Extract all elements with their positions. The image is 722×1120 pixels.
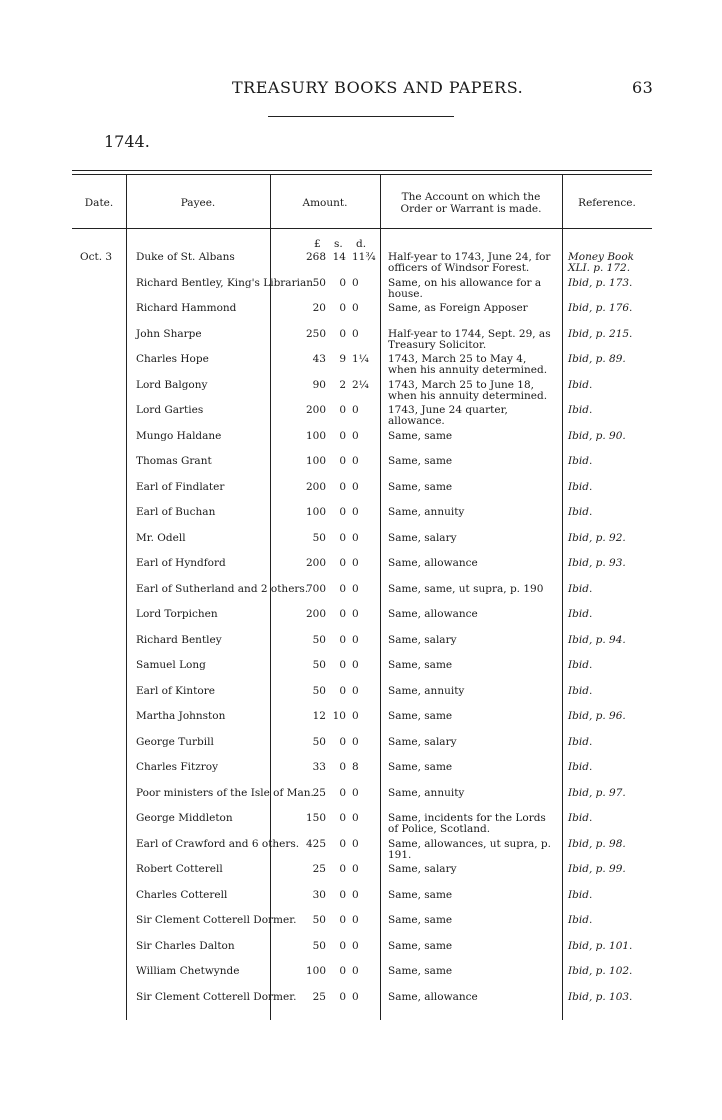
table-row — [72, 456, 652, 482]
cell-reference: Ibid. — [568, 914, 593, 926]
cell-reference: Money Book XLI. p. 172. — [568, 251, 635, 274]
cell-shillings: 0 — [339, 761, 346, 773]
cell-shillings: 0 — [339, 276, 346, 289]
cell-payee: Samuel Long — [136, 659, 206, 671]
cell-pence: 0 — [352, 863, 359, 875]
table-row — [72, 915, 652, 941]
table-row — [72, 252, 652, 278]
cell-account: Same, same — [388, 914, 453, 926]
cell-account: Same, same — [388, 761, 453, 773]
cell-pence: 0 — [352, 608, 359, 620]
header-payee: Payee. — [180, 196, 216, 209]
table-body — [72, 252, 652, 1017]
cell-account: Same, salary — [388, 531, 457, 544]
cell-account: Same, on his allowance for a house. — [388, 276, 542, 300]
page-number: 63 — [632, 78, 654, 97]
cell-reference: Ibid, p. 97. — [568, 786, 626, 799]
cell-shillings: 0 — [339, 404, 346, 416]
cell-pounds: 268 — [305, 251, 326, 263]
cell-reference: Ibid, p. 93. — [568, 557, 626, 569]
cell-account: Same, same — [388, 429, 453, 442]
cell-payee: Poor ministers of the Isle of Man. — [136, 786, 314, 799]
cell-shillings: 0 — [339, 659, 346, 671]
table-row — [72, 584, 652, 610]
cell-reference: Ibid, p. 99. — [568, 863, 626, 875]
table-row — [72, 635, 652, 661]
header-amount: Amount. — [302, 196, 348, 209]
cell-pounds: 50 — [312, 735, 326, 748]
cell-reference: Ibid, p. 89. — [568, 353, 626, 365]
cell-pounds: 100 — [305, 429, 326, 442]
cell-reference: Ibid, p. 103. — [568, 990, 633, 1003]
cell-pence: 0 — [352, 455, 359, 467]
cell-shillings: 0 — [339, 327, 346, 340]
cell-pence: 0 — [352, 888, 359, 901]
cell-shillings: 0 — [339, 531, 346, 544]
cell-account: Same, allowance — [388, 990, 478, 1003]
cell-account: Same, same — [388, 455, 453, 467]
cell-reference: Ibid, p. 90. — [568, 429, 626, 442]
cell-pence: 0 — [352, 327, 359, 340]
cell-reference: Ibid, p. 102. — [568, 965, 633, 977]
cell-shillings: 9 — [339, 353, 346, 365]
table-row — [72, 864, 652, 890]
cell-shillings: 0 — [339, 582, 346, 595]
unit-pounds: £ — [314, 238, 321, 250]
cell-pence: 0 — [352, 276, 359, 289]
payments-table — [72, 170, 652, 1020]
cell-shillings: 0 — [339, 786, 346, 799]
table-row — [72, 813, 652, 839]
cell-payee: Charles Cotterell — [136, 888, 228, 901]
cell-pence: 2¼ — [352, 378, 369, 391]
cell-payee: Martha Johnston — [136, 710, 226, 722]
cell-payee: Richard Hammond — [136, 302, 237, 314]
cell-pounds: 50 — [312, 939, 326, 952]
cell-reference: Ibid. — [568, 812, 593, 824]
cell-payee: Charles Fitzroy — [136, 761, 219, 773]
table-row — [72, 405, 652, 431]
cell-pence: 0 — [352, 837, 359, 850]
cell-payee: Thomas Grant — [136, 455, 212, 467]
cell-reference: Ibid, p. 173. — [568, 276, 633, 289]
cell-shillings: 0 — [339, 480, 346, 493]
cell-payee: Earl of Buchan — [136, 506, 216, 518]
cell-pounds: 100 — [305, 455, 326, 467]
table-top-rule-inner — [72, 174, 652, 175]
cell-account: Same, salary — [388, 633, 457, 646]
cell-payee: George Middleton — [136, 812, 233, 824]
cell-payee: Earl of Crawford and 6 others. — [136, 837, 300, 850]
cell-payee: William Chetwynde — [136, 965, 240, 977]
cell-pounds: 33 — [312, 761, 326, 773]
table-row — [72, 660, 652, 686]
cell-account: Same, same — [388, 480, 453, 493]
cell-account: Same, same — [388, 888, 453, 901]
cell-account: Same, incidents for the Lords of Police, Scotland. — [388, 812, 546, 835]
cell-reference: Ibid. — [568, 582, 593, 595]
cell-shillings: 14 — [332, 251, 346, 263]
cell-reference: Ibid, p. 94. — [568, 633, 626, 646]
cell-payee: Earl of Kintore — [136, 684, 215, 697]
cell-payee: Earl of Findlater — [136, 480, 225, 493]
cell-reference: Ibid, p. 92. — [568, 531, 626, 544]
cell-pounds: 25 — [312, 786, 326, 799]
cell-pence: 0 — [352, 735, 359, 748]
cell-pence: 0 — [352, 786, 359, 799]
cell-pounds: 12 — [312, 710, 326, 722]
table-row — [72, 354, 652, 380]
cell-shillings: 0 — [339, 455, 346, 467]
cell-reference: Ibid, p. 96. — [568, 710, 626, 722]
table-row — [72, 533, 652, 559]
year-heading: 1744. — [104, 132, 150, 151]
cell-payee: George Turbill — [136, 735, 214, 748]
cell-payee: Lord Garties — [136, 404, 204, 416]
cell-payee: Mr. Odell — [136, 531, 186, 544]
cell-pounds: 150 — [305, 812, 326, 824]
header-reference: Reference. — [578, 196, 636, 209]
table-row — [72, 686, 652, 712]
cell-reference: Ibid. — [568, 888, 593, 901]
cell-pounds: 200 — [305, 557, 326, 569]
cell-pounds: 50 — [312, 914, 326, 926]
cell-pence: 0 — [352, 812, 359, 824]
cell-payee: Charles Hope — [136, 353, 209, 365]
cell-pence: 0 — [352, 480, 359, 493]
unit-shillings: s. — [334, 238, 343, 250]
table-row — [72, 788, 652, 814]
table-row — [72, 737, 652, 763]
cell-shillings: 0 — [339, 506, 346, 518]
cell-pounds: 200 — [305, 404, 326, 416]
cell-pence: 8 — [352, 761, 359, 773]
cell-payee: Lord Torpichen — [136, 608, 218, 620]
cell-pounds: 30 — [312, 888, 326, 901]
table-row — [72, 762, 652, 788]
cell-shillings: 0 — [339, 633, 346, 646]
cell-payee: Lord Balgony — [136, 378, 208, 391]
cell-shillings: 0 — [339, 888, 346, 901]
table-row — [72, 507, 652, 533]
cell-account: Same, same — [388, 659, 453, 671]
cell-pence: 0 — [352, 684, 359, 697]
cell-pence: 1¼ — [352, 353, 369, 365]
table-top-rule — [72, 170, 652, 171]
cell-pence: 0 — [352, 557, 359, 569]
cell-payee: Earl of Hyndford — [136, 557, 226, 569]
cell-account: Same, allowance — [388, 608, 478, 620]
cell-account: Same, as Foreign Apposer — [388, 302, 528, 314]
table-row — [72, 278, 652, 304]
cell-shillings: 0 — [339, 914, 346, 926]
cell-reference: Ibid. — [568, 608, 593, 620]
unit-pence: d. — [356, 238, 367, 250]
cell-pence: 0 — [352, 710, 359, 722]
cell-shillings: 0 — [339, 863, 346, 875]
cell-shillings: 0 — [339, 735, 346, 748]
cell-reference: Ibid. — [568, 659, 593, 671]
cell-reference: Ibid, p. 176. — [568, 302, 633, 314]
cell-shillings: 0 — [339, 684, 346, 697]
cell-payee: Sir Clement Cotterell Dormer. — [136, 990, 297, 1003]
cell-reference: Ibid, p. 101. — [568, 939, 633, 952]
cell-pence: 11¾ — [352, 251, 376, 263]
cell-reference: Ibid. — [568, 506, 593, 518]
cell-pence: 0 — [352, 965, 359, 977]
cell-account: 1743, June 24 quarter, allowance. — [388, 404, 508, 427]
table-row — [72, 839, 652, 865]
cell-payee: Richard Bentley, King's Librarian. — [136, 276, 317, 289]
cell-reference: Ibid. — [568, 404, 593, 416]
cell-account: Same, annuity — [388, 684, 465, 697]
cell-account: Same, same — [388, 965, 453, 977]
cell-payee: Mungo Haldane — [136, 429, 222, 442]
cell-payee: Duke of St. Albans — [136, 251, 235, 263]
cell-pence: 0 — [352, 302, 359, 314]
cell-shillings: 0 — [339, 990, 346, 1003]
cell-date: Oct. 3 — [80, 251, 113, 263]
header-date: Date. — [84, 196, 114, 209]
cell-shillings: 2 — [339, 378, 346, 391]
cell-pounds: 20 — [312, 302, 326, 314]
table-row — [72, 966, 652, 992]
cell-account: Same, annuity — [388, 506, 465, 518]
header-bottom-rule — [72, 228, 652, 229]
cell-pounds: 25 — [312, 990, 326, 1003]
cell-pounds: 250 — [305, 327, 326, 340]
cell-pounds: 90 — [312, 378, 326, 391]
cell-shillings: 0 — [339, 557, 346, 569]
cell-reference: Ibid. — [568, 480, 593, 493]
table-row — [72, 609, 652, 635]
cell-pounds: 100 — [305, 965, 326, 977]
header-rule — [268, 116, 454, 117]
cell-payee: Earl of Sutherland and 2 others. — [136, 582, 309, 595]
cell-account: Same, same — [388, 710, 453, 722]
cell-shillings: 0 — [339, 965, 346, 977]
page-title: TREASURY BOOKS AND PAPERS. — [232, 78, 524, 97]
cell-pounds: 50 — [312, 276, 326, 289]
cell-payee: Richard Bentley — [136, 633, 222, 646]
cell-reference: Ibid. — [568, 455, 593, 467]
cell-pence: 0 — [352, 531, 359, 544]
cell-pounds: 50 — [312, 684, 326, 697]
cell-shillings: 0 — [339, 939, 346, 952]
cell-account: Same, allowances, ut supra, p. 191. — [388, 837, 551, 861]
table-row — [72, 482, 652, 508]
cell-shillings: 10 — [332, 710, 346, 722]
cell-reference: Ibid, p. 98. — [568, 837, 626, 850]
cell-pence: 0 — [352, 990, 359, 1003]
cell-pence: 0 — [352, 633, 359, 646]
cell-account: Same, same, ut supra, p. 190 — [388, 582, 544, 595]
cell-pounds: 50 — [312, 531, 326, 544]
cell-pounds: 700 — [305, 582, 326, 595]
cell-payee: Sir Clement Cotterell Dormer. — [136, 914, 297, 926]
table-row — [72, 558, 652, 584]
table-row — [72, 992, 652, 1018]
table-row — [72, 431, 652, 457]
cell-pounds: 425 — [305, 837, 326, 850]
cell-payee: Sir Charles Dalton — [136, 939, 235, 952]
cell-reference: Ibid. — [568, 735, 593, 748]
cell-account: Same, allowance — [388, 557, 478, 569]
cell-reference: Ibid, p. 215. — [568, 327, 633, 340]
table-row — [72, 941, 652, 967]
cell-reference: Ibid. — [568, 378, 593, 391]
table-row — [72, 711, 652, 737]
cell-pounds: 50 — [312, 659, 326, 671]
cell-reference: Ibid. — [568, 761, 593, 773]
table-row — [72, 303, 652, 329]
cell-pounds: 43 — [312, 353, 326, 365]
cell-pounds: 100 — [305, 506, 326, 518]
cell-shillings: 0 — [339, 608, 346, 620]
cell-pounds: 200 — [305, 480, 326, 493]
cell-pence: 0 — [352, 914, 359, 926]
cell-shillings: 0 — [339, 837, 346, 850]
cell-account: Same, annuity — [388, 786, 465, 799]
cell-pounds: 25 — [312, 863, 326, 875]
cell-account: Same, salary — [388, 735, 457, 748]
cell-account: Same, salary — [388, 863, 457, 875]
cell-payee: John Sharpe — [136, 327, 202, 340]
cell-pence: 0 — [352, 659, 359, 671]
cell-account: Half-year to 1744, Sept. 29, as Treasury Solicitor. — [388, 327, 551, 351]
cell-pounds: 200 — [305, 608, 326, 620]
cell-shillings: 0 — [339, 302, 346, 314]
cell-account: 1743, March 25 to June 18, when his annuity determined. — [388, 378, 548, 402]
cell-shillings: 0 — [339, 429, 346, 442]
cell-pence: 0 — [352, 404, 359, 416]
cell-payee: Robert Cotterell — [136, 863, 223, 875]
table-row — [72, 890, 652, 916]
cell-account: Same, same — [388, 939, 453, 952]
cell-pence: 0 — [352, 939, 359, 952]
cell-account: 1743, March 25 to May 4, when his annuity determined. — [388, 353, 548, 376]
table-row — [72, 380, 652, 406]
cell-shillings: 0 — [339, 812, 346, 824]
cell-pounds: 50 — [312, 633, 326, 646]
cell-account: Half-year to 1743, June 24, for officers of Windsor Forest. — [388, 251, 551, 274]
cell-pence: 0 — [352, 429, 359, 442]
cell-pence: 0 — [352, 506, 359, 518]
cell-reference: Ibid. — [568, 684, 593, 697]
header-account: The Account on which the Order or Warrant is made. — [400, 190, 542, 215]
cell-pence: 0 — [352, 582, 359, 595]
table-row — [72, 329, 652, 355]
